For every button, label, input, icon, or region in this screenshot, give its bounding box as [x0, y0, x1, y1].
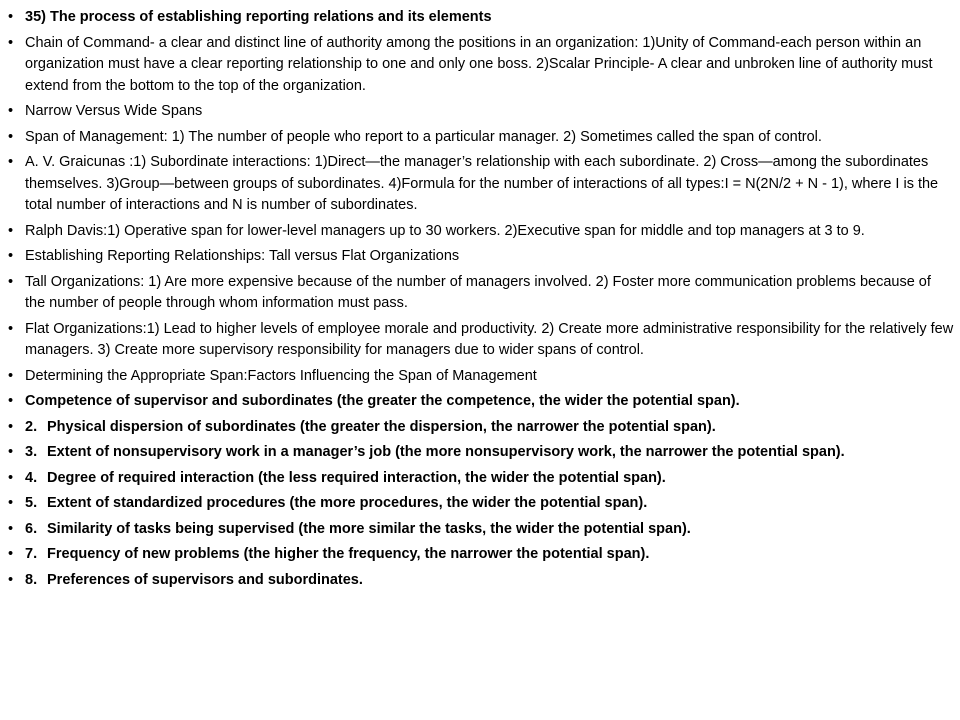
bullet-icon: • [8, 520, 14, 537]
item-number: 2. [25, 418, 38, 435]
bullet-item [8, 319, 954, 362]
bullet-icon: • [8, 320, 14, 337]
bullet-text: Flat Organizations:1) Lead to higher levels of employee morale and productivity. 2) Create more administrative responsibility for the relatively few managers. 3) Create more supervisory responsibility for managers due to wider spans of control. [25, 320, 954, 358]
bullet-text: Ralph Davis:1) Operative span for lower-level managers up to 30 workers. 2)Executive span for middle and top managers at 3 to 9. [25, 222, 865, 239]
bullet-text: Physical dispersion of subordinates (the greater the dispersion, the narrower the potential span). [47, 418, 716, 435]
bullet-item [8, 544, 954, 566]
bullet-item [8, 468, 954, 490]
item-number: 8. [25, 571, 38, 588]
bullet-icon: • [8, 495, 14, 511]
bullet-item [8, 33, 954, 98]
bullet-text: Span of Management: 1) The number of people who report to a particular manager. 2) Sometimes called the span of control. [25, 128, 822, 145]
bullet-item [8, 442, 954, 464]
bullet-item [8, 246, 954, 268]
item-number: 3. [25, 444, 38, 460]
bullet-text: Extent of nonsupervisory work in a manager’s job (the more nonsupervisory work, the narrower the potential span). [47, 444, 845, 460]
bullet-icon: • [8, 546, 14, 562]
item-number: 4. [25, 469, 38, 486]
bullet-list [8, 7, 954, 595]
bullet-text: Tall Organizations: 1) Are more expensive because of the number of managers involved. 2) Foster more communication problems because of the number of people through whom information must pass. [25, 273, 931, 311]
bullet-text: Preferences of supervisors and subordinates. [47, 571, 363, 588]
bullet-icon: • [8, 273, 14, 290]
bullet-item [8, 519, 954, 541]
bullet-text: Establishing Reporting Relationships: Tall versus Flat Organizations [25, 248, 460, 264]
bullet-text: A. V. Graicunas :1) Subordinate interactions: 1)Direct—the manager’s relationship with each subordinate. 2) Cross—among the subordinates themselves. 3)Group—between groups of subordinates. 4)Formula for the number of interactions of all types:I = N(2N/2 + N - 1), where I is the total number of interactions and N is number of subordinates. [25, 154, 939, 213]
bullet-item [8, 417, 954, 439]
bullet-text: Chain of Command- a clear and distinct line of authority among the positions in an organization: 1)Unity of Command-each person within an organization must have a clear reporting relationship to one and only one boss. 2)Scalar Principle- A clear and unbroken line of authority must extend from the bottom to the top of the organization. [25, 34, 933, 94]
bullet-icon: • [8, 248, 14, 264]
item-number: 7. [25, 546, 38, 562]
bullet-icon: • [8, 9, 14, 25]
bullet-text: Competence of supervisor and subordinates (the greater the competence, the wider the potential span). [25, 393, 740, 409]
bullet-item [8, 391, 954, 413]
bullet-icon: • [8, 367, 14, 384]
bullet-text: Extent of standardized procedures (the more procedures, the wider the potential span). [47, 495, 648, 511]
bullet-item [8, 493, 954, 515]
bullet-icon: • [8, 444, 14, 460]
bullet-text: Determining the Appropriate Span:Factors Influencing the Span of Management [25, 367, 537, 384]
bullet-icon: • [8, 469, 14, 486]
bullet-item [8, 7, 954, 29]
bullet-icon: • [8, 154, 14, 170]
bullet-icon: • [8, 393, 14, 409]
item-number: 5. [25, 495, 38, 511]
bullet-text: Frequency of new problems (the higher the frequency, the narrower the potential span). [47, 546, 650, 562]
bullet-item [8, 272, 954, 315]
bullet-item [8, 366, 954, 388]
bullet-item [8, 570, 954, 592]
bullet-icon: • [8, 571, 14, 588]
bullet-icon: • [8, 103, 14, 119]
bullet-text: Similarity of tasks being supervised (the more similar the tasks, the wider the potential span). [47, 520, 691, 537]
bullet-item [8, 101, 954, 123]
bullet-item [8, 221, 954, 243]
bullet-item [8, 152, 954, 217]
bullet-icon: • [8, 222, 14, 239]
bullet-text: 35) The process of establishing reporting relations and its elements [25, 9, 492, 25]
bullet-text: Degree of required interaction (the less required interaction, the wider the potential span). [47, 469, 666, 486]
bullet-icon: • [8, 128, 14, 145]
bullet-icon: • [8, 34, 14, 51]
bullet-text: Narrow Versus Wide Spans [25, 103, 203, 119]
bullet-item [8, 127, 954, 149]
bullet-icon: • [8, 418, 14, 435]
item-number: 6. [25, 520, 38, 537]
